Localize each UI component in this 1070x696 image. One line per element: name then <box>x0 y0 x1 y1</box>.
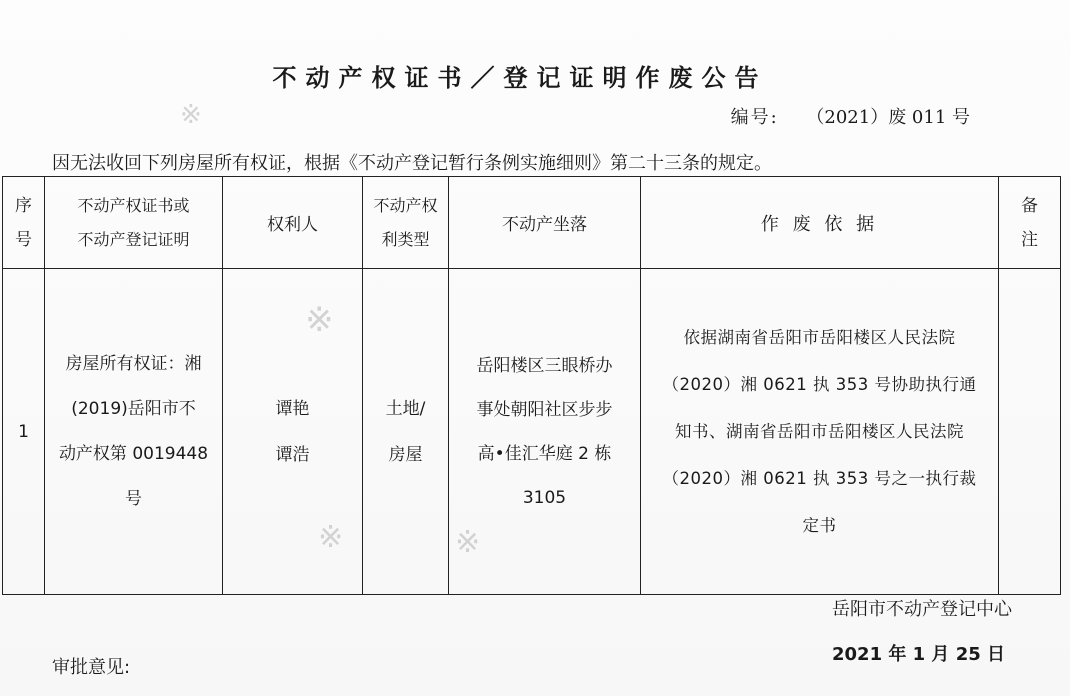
bleed-through-mark: ※ <box>455 525 481 560</box>
table-row <box>3 269 1061 595</box>
cell-holder: 谭艳 谭浩 <box>223 269 363 595</box>
bleed-through-mark: ※ <box>180 100 202 130</box>
document-number-value: （2021）废 011 号 <box>806 107 970 128</box>
cell-basis: 依据湖南省岳阳市岳阳楼区人民法院 （2020）湘 0621 执 353 号协助执行通 知书、湖南省岳阳市岳阳楼区人民法院 （2020）湘 0621 执 353 号之一执行裁 定书 <box>641 269 999 595</box>
header-seq: 序 号 <box>3 177 45 269</box>
cell-right-type: 土地/ 房屋 <box>363 269 449 595</box>
cell-cert: 房屋所有权证：湘 (2019)岳阳市不 动产权第 0019448 号 <box>45 269 223 595</box>
document-number <box>731 103 970 129</box>
cell-seq: 1 <box>3 269 45 595</box>
header-location: 不动产坐落 <box>449 177 641 269</box>
header-remarks: 备 注 <box>999 177 1061 269</box>
approval-label: 审批意见: <box>52 657 131 678</box>
bleed-through-mark: ※ <box>305 300 334 340</box>
bleed-through-mark: ※ <box>318 520 344 555</box>
signature-org: 岳阳市不动产登记中心 <box>832 599 1012 620</box>
signature-date: 2021 年 1 月 25 日 <box>832 644 1006 665</box>
cell-remarks <box>999 269 1061 595</box>
document-number-label: 编号: <box>730 107 779 128</box>
table-header-row <box>3 177 1061 269</box>
header-holder: 权利人 <box>223 177 363 269</box>
cell-location: 岳阳楼区三眼桥办 事处朝阳社区步步 高•佳汇华庭 2 栋 3105 <box>449 269 641 595</box>
header-right-type: 不动产权 利类型 <box>363 177 449 269</box>
header-basis: 作 废 依 据 <box>641 177 999 269</box>
header-cert: 不动产权证书或 不动产登记证明 <box>45 177 223 269</box>
page-title: 不动产权证书／登记证明作废公告 <box>272 63 768 92</box>
revocation-table <box>2 176 1061 595</box>
intro-text: 因无法收回下列房屋所有权证，根据《不动产登记暂行条例实施细则》第二十三条的规定。 <box>52 153 772 174</box>
